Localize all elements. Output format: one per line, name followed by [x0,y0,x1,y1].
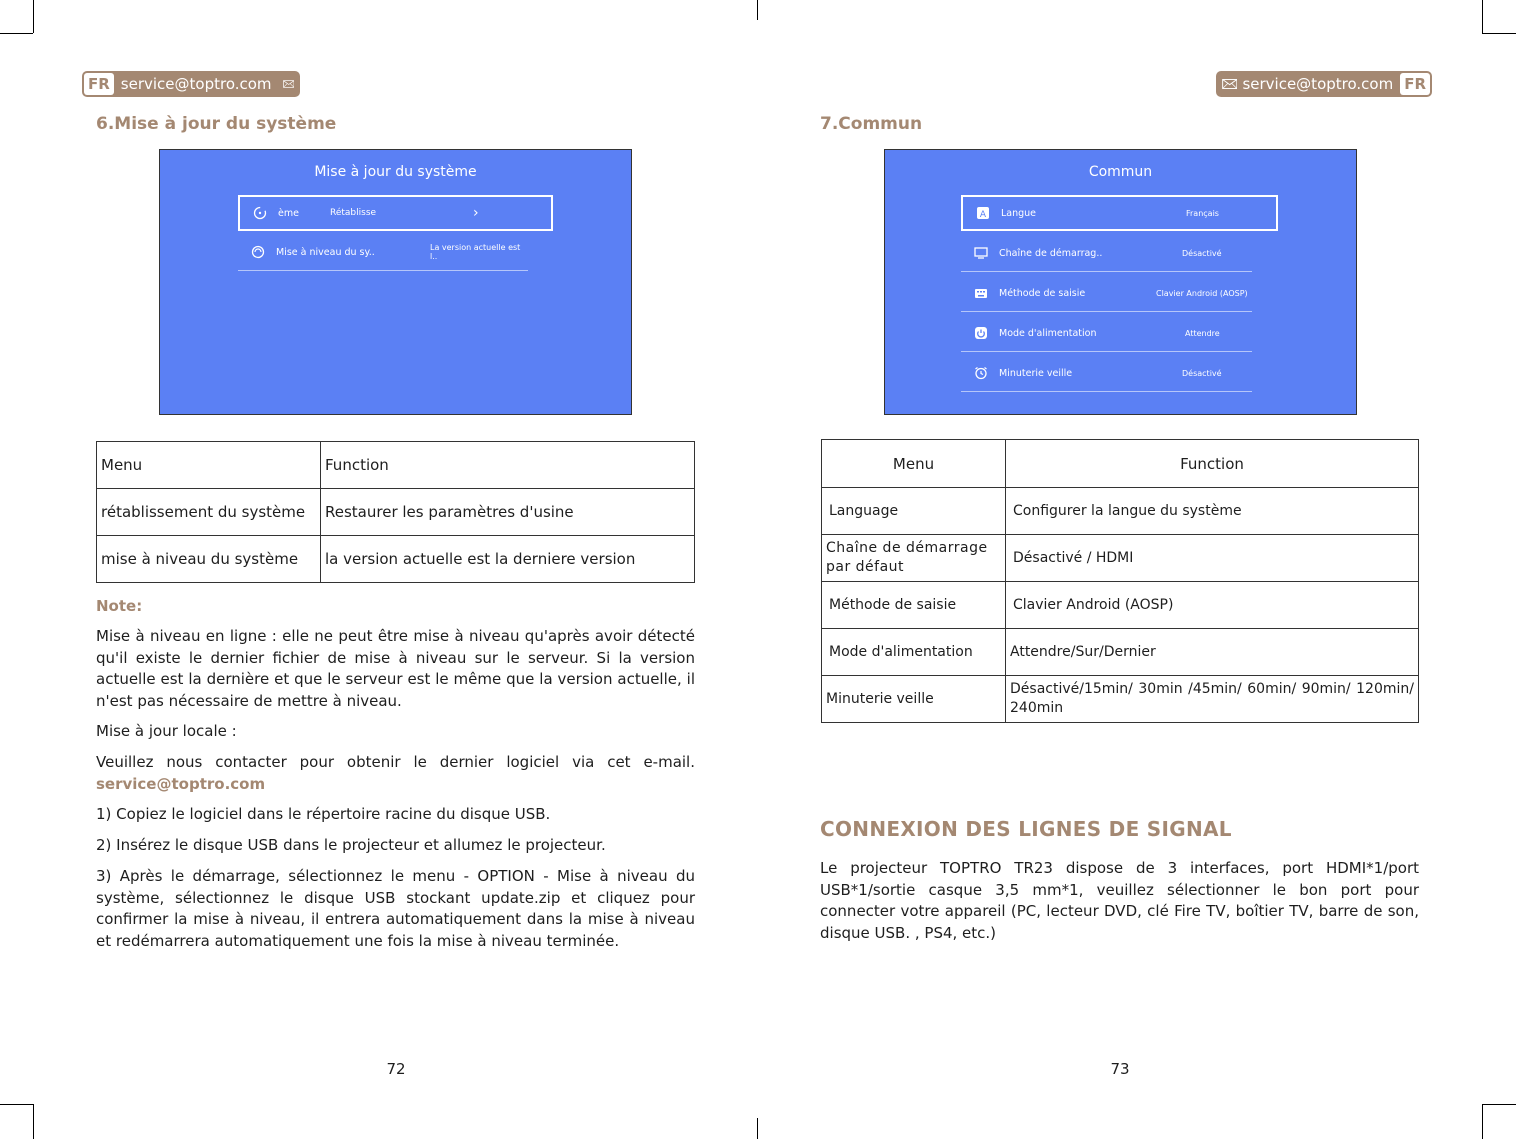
menu-row-sleep-timer[interactable] [961,355,1252,392]
paragraph [96,752,695,795]
page-number: 72 [386,1060,406,1078]
table-header: Function [321,442,695,489]
table-cell: Configurer la langue du système [1006,488,1419,535]
function-table [96,441,695,583]
screen-title: Commun [1088,164,1153,180]
menu-row-value: Français [1186,208,1219,218]
header-email-badge[interactable] [1216,71,1432,97]
paragraph: Mise à jour locale : [96,722,237,740]
table-cell: Restaurer les paramètres d'usine [321,489,695,536]
table-cell: mise à niveau du système [97,536,321,583]
language-tag: FR [84,73,114,95]
section-title: 6.Mise à jour du système [96,114,337,134]
page-73 [758,0,1516,1139]
paragraph: 1) Copiez le logiciel dans le répertoire racine du disque USB. [96,805,551,823]
email-link[interactable]: service@toptro.com [96,774,266,793]
table-cell: Désactivé / HDMI [1006,535,1419,582]
table-cell: Attendre/Sur/Dernier [1006,629,1419,676]
table-row [822,676,1419,723]
menu-row-restore[interactable] [238,195,553,231]
email-text: service@toptro.com [1242,75,1394,93]
page-number: 73 [1110,1060,1130,1078]
menu-row-input-method[interactable] [961,275,1252,312]
paragraph: Le projecteur TOPTRO TR23 dispose de 3 interfaces, port HDMI*1/port USB*1/sortie casque 3,5 mm*1, veuillez sélectionner le bon port pour connecter votre appareil (PC, lecteur DVD, clé Fire TV, boîtier TV, barre de son, disque USB. , PS4, etc.) [820,859,1419,942]
update-icon [250,244,266,260]
system-update-screenshot [159,149,632,415]
table-cell: Language [822,488,1006,535]
menu-row-label: Méthode de saisie [999,287,1086,299]
function-table [821,439,1419,723]
menu-row-power-mode[interactable] [961,315,1252,352]
menu-row-value: Désactivé [1182,368,1222,378]
power-icon [973,325,989,341]
paragraph: 2) Insérez le disque USB dans le projecteur et allumez le projecteur. [96,836,606,854]
table-row [822,535,1419,582]
table-cell: Chaîne de démarrage par défaut [822,535,1006,582]
table-header: Menu [97,442,321,489]
tv-icon [973,245,989,261]
section-title: 7.Commun [820,114,923,134]
menu-row-label: Chaîne de démarrag.. [999,247,1103,259]
menu-row-language[interactable] [961,195,1278,231]
menu-row-value: La version actuelle est l.. [430,243,521,261]
envelope-icon [1222,76,1237,92]
menu-row-value: Attendre [1185,328,1220,338]
paragraph: 3) Après le démarrage, sélectionnez le menu - OPTION - Mise à niveau du système, sélectionnez le disque USB stockant update.zip et cliquez pour confirmer la mise à niveau, il entrera automatiquement dans la mise à niveau et redémarrera automatiquement une fois la mise à niveau terminée. [96,867,695,950]
table-cell: Minuterie veille [822,676,1006,723]
language-icon [975,205,991,221]
table-cell: la version actuelle est la derniere version [321,536,695,583]
menu-row-label: Langue [1001,207,1037,219]
menu-row-label: Mode d'alimentation [999,327,1097,339]
menu-row-value: Rétablisse [330,208,377,218]
paragraph: Mise à niveau en ligne : elle ne peut être mise à niveau qu'après avoir détecté qu'il existe le dernier fichier de mise à niveau sur le serveur. Si la version actuelle est la dernière et que le serveur est le même que la version actuelle, il n'est pas nécessaire de mettre à niveau. [96,627,695,710]
email-text: service@toptro.com [120,75,272,93]
menu-row-value: Clavier Android (AOSP) [1156,288,1248,298]
header-email-badge[interactable] [82,71,300,97]
table-cell: Désactivé/15min/ 30min /45min/ 60min/ 90min/ 120min/ 240min [1006,676,1419,723]
common-settings-screenshot [884,149,1357,415]
menu-row-label: Mise à niveau du sy.. [276,246,375,258]
table-row [97,536,695,583]
language-tag: FR [1400,73,1430,95]
table-row [822,582,1419,629]
menu-row-value: Désactivé [1182,248,1222,258]
menu-row-update[interactable] [238,234,528,271]
svg-text:A: A [979,210,987,220]
screen-title: Mise à jour du système [314,164,477,180]
signal-section-title: CONNEXION DES LIGNES DE SIGNAL [820,817,1232,841]
table-header: Menu [822,440,1006,488]
table-row [822,629,1419,676]
table-cell: Clavier Android (AOSP) [1006,582,1419,629]
table-row [97,489,695,536]
envelope-icon [283,76,294,92]
restore-icon [252,205,268,221]
chevron-right-icon: › [473,205,479,221]
table-cell: rétablissement du système [97,489,321,536]
alarm-icon [973,365,989,381]
table-header: Function [1006,440,1419,488]
paragraph-text: Veuillez nous contacter pour obtenir le dernier logiciel via cet e-mail. [96,753,695,771]
menu-row-boot-channel[interactable] [961,235,1252,272]
note-label: Note: [96,597,143,615]
table-cell: Méthode de saisie [822,582,1006,629]
table-cell: Mode d'alimentation [822,629,1006,676]
menu-row-label: Minuterie veille [999,367,1073,379]
keyboard-icon [973,285,989,301]
table-row [822,488,1419,535]
menu-row-label: ème [278,207,299,219]
